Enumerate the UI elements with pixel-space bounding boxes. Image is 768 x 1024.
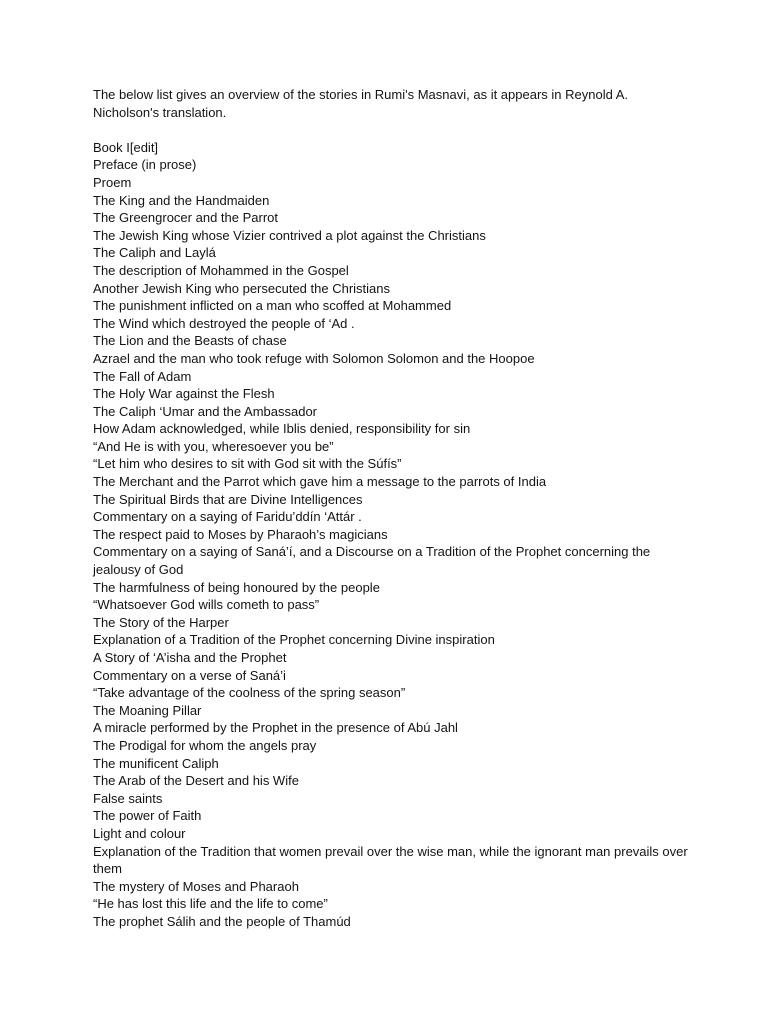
story-item: Commentary on a saying of Faridu’ddín ‘Attár . <box>93 509 362 525</box>
story-item: The description of Mohammed in the Gospel <box>93 262 349 278</box>
story-item: Explanation of a Tradition of the Prophet concerning Divine inspiration <box>93 632 495 648</box>
story-item: Commentary on a verse of Saná’i <box>93 667 286 683</box>
story-item: The Merchant and the Parrot which gave him a message to the parrots of India <box>93 474 547 490</box>
story-item: Commentary on a saying of Saná’í, and a Discourse on a Tradition of the Prophet concerning the jealousy of God <box>93 544 651 578</box>
story-item: The Wind which destroyed the people of ‘Ad . <box>93 315 355 331</box>
story-item: How Adam acknowledged, while Iblis denied, responsibility for sin <box>93 421 471 437</box>
story-item: The Fall of Adam <box>93 368 192 384</box>
story-list <box>93 156 693 930</box>
story-item: The punishment inflicted on a man who scoffed at Mohammed <box>93 298 452 314</box>
story-item: Proem <box>93 174 132 190</box>
book-heading: Book I[edit] <box>93 139 159 155</box>
story-item: The respect paid to Moses by Pharaoh’s magicians <box>93 526 388 542</box>
story-item: The Greengrocer and the Parrot <box>93 210 278 226</box>
story-item: “Whatsoever God wills cometh to pass” <box>93 597 320 613</box>
story-item: The harmfulness of being honoured by the people <box>93 579 380 595</box>
story-item: The Story of the Harper <box>93 614 229 630</box>
story-item: The King and the Handmaiden <box>93 192 270 208</box>
story-item: The munificent Caliph <box>93 755 219 771</box>
story-item: False saints <box>93 790 163 806</box>
story-item: Another Jewish King who persecuted the Christians <box>93 280 390 296</box>
story-item: The prophet Sálih and the people of Thamúd <box>93 913 351 929</box>
story-item: The Caliph ‘Umar and the Ambassador <box>93 403 318 419</box>
story-item: The Holy War against the Flesh <box>93 386 275 402</box>
story-item: “He has lost this life and the life to come” <box>93 896 328 912</box>
story-item: Azrael and the man who took refuge with Solomon Solomon and the Hoopoe <box>93 350 535 366</box>
story-item: The Caliph and Laylá <box>93 245 216 261</box>
story-item: The Moaning Pillar <box>93 702 202 718</box>
story-item: Preface (in prose) <box>93 157 197 173</box>
story-item: A Story of ‘A’isha and the Prophet <box>93 650 287 665</box>
story-item: The Spiritual Birds that are Divine Intelligences <box>93 491 363 507</box>
story-item: “And He is with you, wheresoever you be” <box>93 438 334 454</box>
story-item: “Take advantage of the coolness of the spring season” <box>93 685 406 701</box>
story-item: The power of Faith <box>93 808 202 824</box>
story-item: The Lion and the Beasts of chase <box>93 333 287 349</box>
story-item: Light and colour <box>93 825 186 841</box>
story-item: The Arab of the Desert and his Wife <box>93 773 299 789</box>
intro-paragraph: The below list gives an overview of the stories in Rumi's Masnavi, as it appears in Reynold A. Nicholson's translation. <box>93 87 629 120</box>
story-item: “Let him who desires to sit with God sit with the Súfís” <box>93 456 402 472</box>
story-item: The Prodigal for whom the angels pray <box>93 737 317 753</box>
story-item: A miracle performed by the Prophet in the presence of Abú Jahl <box>93 720 458 736</box>
story-item: The Jewish King whose Vizier contrived a plot against the Christians <box>93 227 486 243</box>
story-item: Explanation of the Tradition that women prevail over the wise man, while the ignorant man prevails over them <box>93 843 688 877</box>
document-page <box>93 86 693 931</box>
story-item: The mystery of Moses and Pharaoh <box>93 878 299 894</box>
